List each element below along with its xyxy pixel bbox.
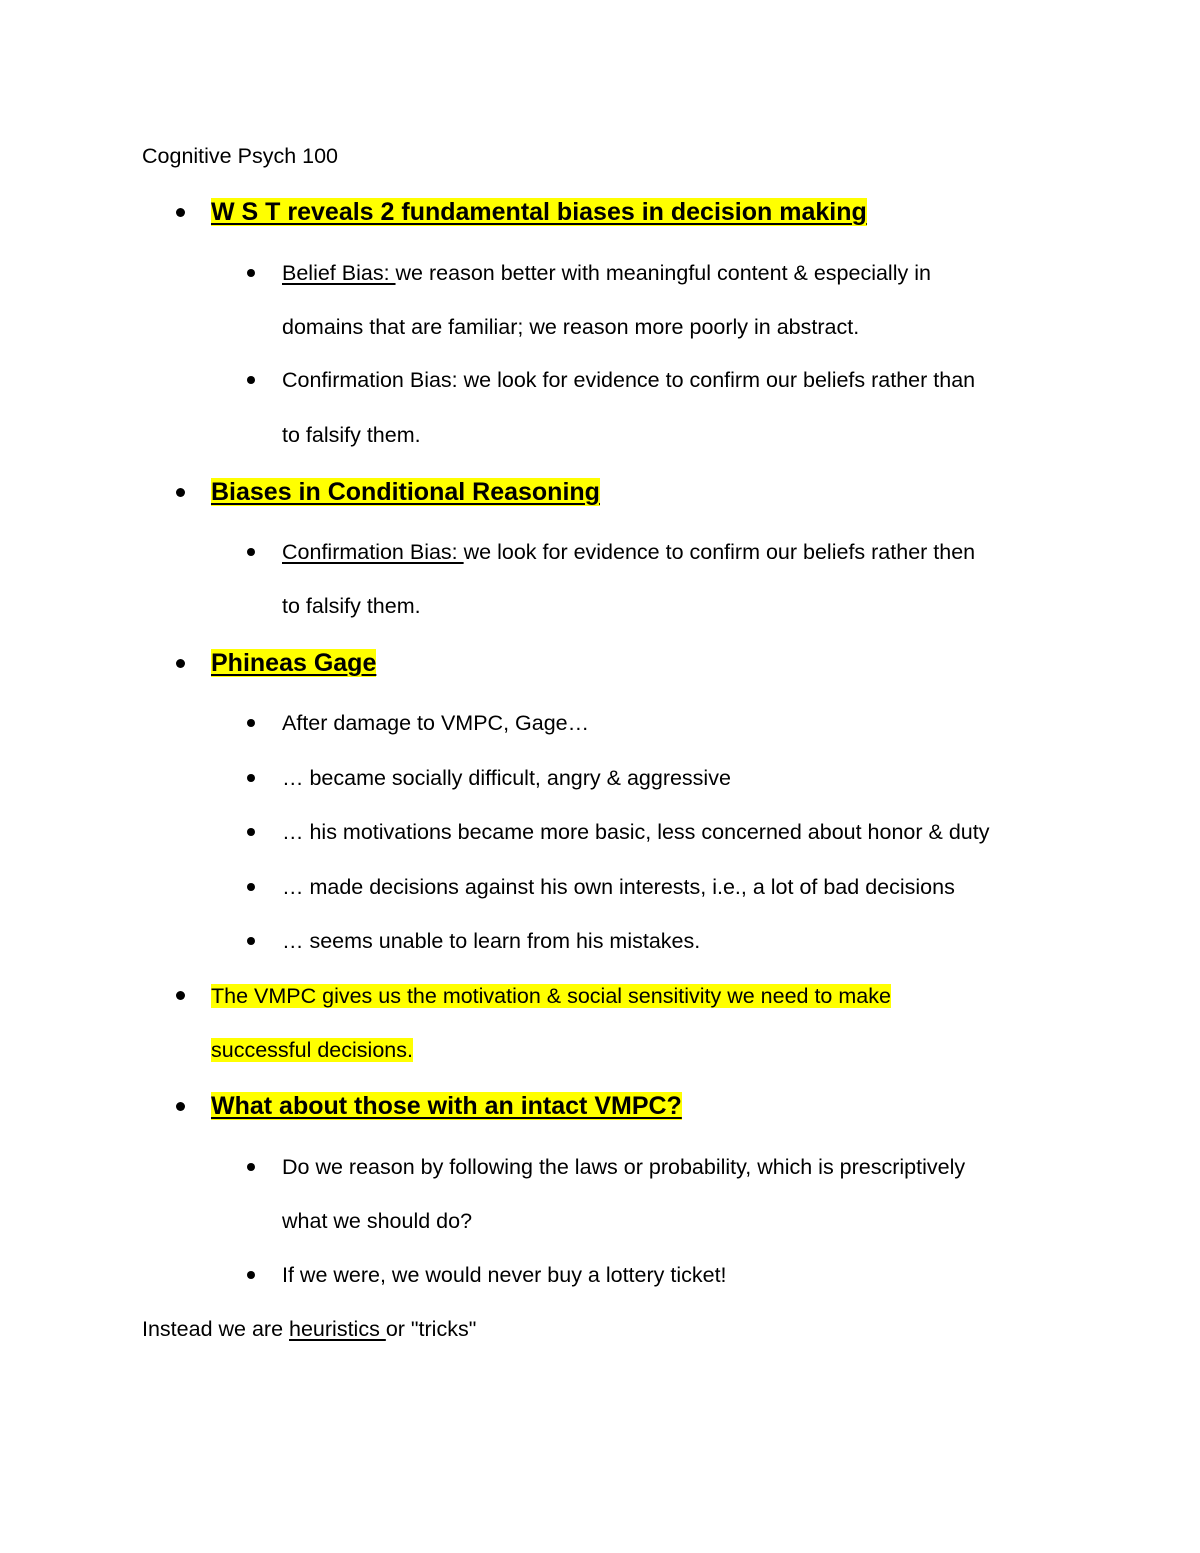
list-item: … made decisions against his own interests, i.e., a lot of bad decisions xyxy=(282,875,955,899)
list-item: Belief Bias: we reason better with meaningful content & especially in xyxy=(282,261,931,285)
bullet-icon xyxy=(176,488,185,497)
closing-line: Instead we are heuristics or "tricks" xyxy=(142,1317,477,1341)
bullet-icon xyxy=(247,1271,255,1279)
list-item-continuation: to falsify them. xyxy=(282,594,421,618)
bullet-icon xyxy=(176,659,185,668)
section-heading: What about those with an intact VMPC? xyxy=(211,1092,682,1120)
list-item-continuation: what we should do? xyxy=(282,1209,473,1233)
bullet-icon xyxy=(176,1102,185,1111)
list-item: After damage to VMPC, Gage… xyxy=(282,711,590,735)
list-item-continuation: to falsify them. xyxy=(282,423,421,447)
bullet-icon xyxy=(176,208,185,217)
bullet-icon xyxy=(247,719,255,727)
list-item: Confirmation Bias: we look for evidence to confirm our beliefs rather then xyxy=(282,540,976,564)
term-label: Confirmation Bias: xyxy=(282,540,464,564)
list-item: If we were, we would never buy a lottery ticket! xyxy=(282,1263,727,1287)
bullet-icon xyxy=(247,1163,255,1171)
list-item-continuation: domains that are familiar; we reason more poorly in abstract. xyxy=(282,315,860,339)
list-item: … became socially difficult, angry & aggressive xyxy=(282,766,731,790)
bullet-icon xyxy=(176,991,185,1000)
section-heading: W S T reveals 2 fundamental biases in decision making xyxy=(211,198,867,226)
document-title: Cognitive Psych 100 xyxy=(142,144,338,168)
list-item: … seems unable to learn from his mistakes. xyxy=(282,929,701,953)
bullet-icon xyxy=(247,548,255,556)
section-heading: Biases in Conditional Reasoning xyxy=(211,478,600,506)
highlighted-statement: The VMPC gives us the motivation & social sensitivity we need to make xyxy=(211,984,891,1008)
bullet-icon xyxy=(247,269,255,277)
bullet-icon xyxy=(247,883,255,891)
highlighted-statement-continuation: successful decisions. xyxy=(211,1038,413,1062)
bullet-icon xyxy=(247,937,255,945)
bullet-icon xyxy=(247,774,255,782)
bullet-icon xyxy=(247,376,255,384)
list-item: … his motivations became more basic, less concerned about honor & duty xyxy=(282,820,990,844)
list-item: Do we reason by following the laws or probability, which is prescriptively xyxy=(282,1155,966,1179)
bullet-icon xyxy=(247,828,255,836)
heuristics-term: heuristics xyxy=(289,1317,386,1341)
term-label: Belief Bias: xyxy=(282,261,396,285)
list-item: Confirmation Bias: we look for evidence to confirm our beliefs rather than xyxy=(282,368,976,392)
section-heading: Phineas Gage xyxy=(211,649,377,677)
